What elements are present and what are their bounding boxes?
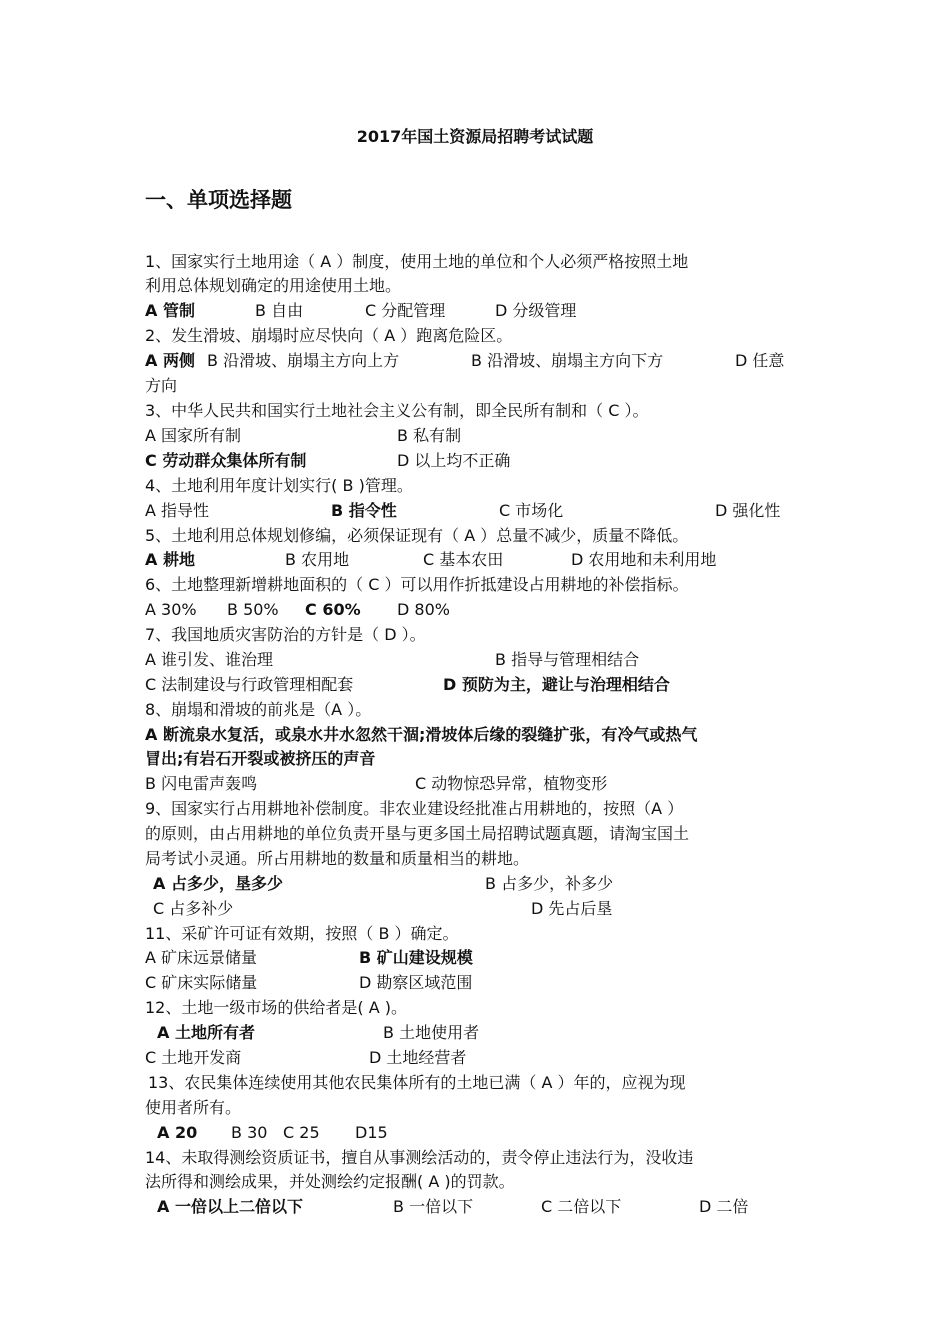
option-b: B 指导与管理相结合 [495, 650, 640, 669]
option-d: D 分级管理 [495, 301, 577, 320]
option-a: A 20 [157, 1123, 198, 1142]
question-14-line-2: 法所得和测绘成果，并处测绘约定报酬( A )的罚款。 [145, 1172, 515, 1191]
option-c: C 动物惊恐异常，植物变形 [415, 774, 608, 793]
option-b: B 30 [231, 1123, 268, 1142]
section-heading: 一、单项选择题 [145, 188, 292, 212]
option-b: B 土地使用者 [383, 1023, 480, 1042]
option-a: A 管制 [145, 301, 195, 320]
option-a: A 30% [145, 600, 197, 619]
question-9-line-2: 的原则，由占用耕地的单位负责开垦与更多国土局招聘试题真题，请淘宝国土 [145, 824, 690, 843]
option-d: D15 [355, 1123, 388, 1142]
option-d: D 土地经营者 [369, 1048, 467, 1067]
question-4-line-1: 4、土地利用年度计划实行( B )管理。 [145, 476, 413, 495]
question-3-line-1: 3、中华人民共和国实行土地社会主义公有制，即全民所有制和（ C ）。 [145, 401, 649, 420]
option-d: D 农用地和未利用地 [571, 550, 717, 569]
option-a: A 耕地 [145, 550, 195, 569]
option-c: C 法制建设与行政管理相配套 [145, 675, 354, 694]
option-a: A 指导性 [145, 501, 210, 520]
question-9-line-3: 局考试小灵通。所占用耕地的数量和质量相当的耕地。 [145, 849, 530, 868]
option-d: D 勘察区域范围 [359, 973, 473, 992]
question-14-line-1: 14、未取得测绘资质证书，擅自从事测绘活动的，责令停止违法行为，没收违 [145, 1148, 694, 1167]
option-b: B 一倍以下 [393, 1197, 474, 1216]
question-13-line-2: 使用者所有。 [145, 1098, 242, 1117]
question-2-line-1: 2、发生滑坡、崩塌时应尽快向（ A ）跑离危险区。 [145, 326, 513, 345]
question-9-line-1: 9、国家实行占用耕地补偿制度。非农业建设经批准占用耕地的，按照（A ） [145, 799, 684, 818]
question-2-option-d-cont: 方向 [145, 376, 178, 395]
question-7-line-1: 7、我国地质灾害防治的方针是（ D ）。 [145, 625, 426, 644]
option-a: A 一倍以上二倍以下 [157, 1197, 303, 1216]
question-12-line-1: 12、土地一级市场的供给者是( A )。 [145, 998, 407, 1017]
option-b: B 指令性 [331, 501, 397, 520]
page-title: 2017年国土资源局招聘考试试题 [356, 127, 594, 146]
question-11-line-1: 11、采矿许可证有效期，按照（ B ）确定。 [145, 924, 459, 943]
question-5-line-1: 5、土地利用总体规划修编，必须保证现有（ A ）总量不减少，质量不降低。 [145, 526, 689, 545]
option-d: D 强化性 [715, 501, 781, 520]
option-a: A 两侧 [145, 351, 195, 370]
option-a: A 占多少，垦多少 [153, 874, 283, 893]
option-c: B 沿滑坡、崩塌主方向下方 [471, 351, 664, 370]
question-1-line-1: 1、国家实行土地用途（ A ）制度，使用土地的单位和个人必须严格按照土地 [145, 252, 689, 271]
option-a: A 矿床远景储量 [145, 948, 258, 967]
option-c: C 市场化 [499, 501, 564, 520]
question-1-line-2: 利用总体规划确定的用途使用土地。 [145, 276, 402, 295]
option-d: D 先占后垦 [531, 899, 613, 918]
option-c: C 劳动群众集体所有制 [145, 451, 307, 470]
option-b: B 沿滑坡、崩塌主方向上方 [207, 351, 400, 370]
option-d: D 以上均不正确 [397, 451, 511, 470]
option-c: C 土地开发商 [145, 1048, 242, 1067]
question-6-line-1: 6、土地整理新增耕地面积的（ C ）可以用作折抵建设占用耕地的补偿指标。 [145, 575, 689, 594]
option-b: B 占多少，补多少 [485, 874, 614, 893]
option-b: B 私有制 [397, 426, 462, 445]
option-c: C 60% [305, 600, 361, 619]
option-c: C 基本农田 [423, 550, 504, 569]
question-8-option-a-line-1: A 断流泉水复活，或泉水井水忽然干涸;滑坡体后缘的裂缝扩张，有冷气或热气 [145, 725, 698, 744]
option-c: C 分配管理 [365, 301, 446, 320]
option-b: B 自由 [255, 301, 304, 320]
option-d: D 二倍 [699, 1197, 749, 1216]
option-b: B 矿山建设规模 [359, 948, 473, 967]
question-13-line-1: 13、农民集体连续使用其他农民集体所有的土地已满（ A ）年的，应视为现 [148, 1073, 686, 1092]
option-d: D 任意 [735, 351, 785, 370]
option-c: C 矿床实际储量 [145, 973, 258, 992]
option-a: A 国家所有制 [145, 426, 242, 445]
option-d: D 预防为主，避让与治理相结合 [443, 675, 670, 694]
option-c: C 25 [283, 1123, 320, 1142]
option-b: B 50% [227, 600, 279, 619]
option-a: A 土地所有者 [157, 1023, 255, 1042]
option-a: A 谁引发、谁治理 [145, 650, 274, 669]
option-b: B 农用地 [285, 550, 350, 569]
option-d: D 80% [397, 600, 450, 619]
question-8-option-a-line-2: 冒出;有岩石开裂或被挤压的声音 [145, 749, 376, 768]
option-c: C 二倍以下 [541, 1197, 622, 1216]
option-c: C 占多补少 [153, 899, 234, 918]
option-b: B 闪电雷声轰鸣 [145, 774, 258, 793]
question-8-line-1: 8、崩塌和滑坡的前兆是（A ）。 [145, 700, 372, 719]
